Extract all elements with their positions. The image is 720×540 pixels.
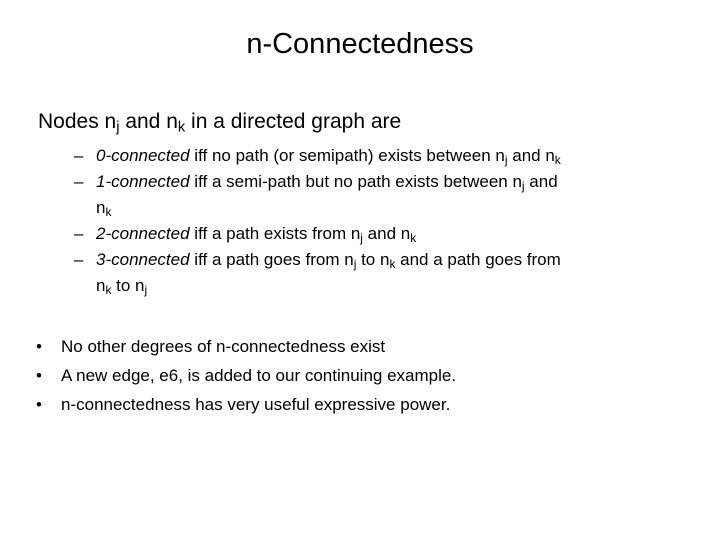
- bullet-item: [36, 332, 676, 361]
- definition-text: iff a semi-path but no path exists between n: [189, 172, 522, 191]
- dash-marker: –: [74, 250, 84, 269]
- subscript: k: [105, 204, 112, 219]
- slide-title: n-Connectedness: [246, 28, 474, 60]
- bullet-marker: •: [36, 366, 42, 385]
- definition-text: and n: [362, 224, 411, 243]
- definition-3-connected: [74, 247, 674, 299]
- dash-marker: –: [74, 146, 84, 165]
- definition-text: and: [524, 172, 558, 191]
- definition-text: n: [96, 198, 106, 217]
- definition-term: 0-connected: [96, 146, 190, 165]
- definition-0-connected: [74, 143, 674, 169]
- bullet-marker: •: [36, 337, 42, 356]
- definition-text: iff a path exists from n: [189, 224, 361, 243]
- definition-text: to n: [356, 250, 390, 269]
- definition-text: n: [96, 276, 106, 295]
- dash-marker: –: [74, 224, 84, 243]
- intro-middle: and n: [119, 110, 178, 133]
- bullet-text: No other degrees of n-connectedness exist: [61, 337, 386, 356]
- subscript: j: [360, 230, 363, 245]
- bullet-text: n-connectedness has very useful expressive power.: [61, 395, 451, 414]
- definition-text: and n: [507, 146, 555, 165]
- summary-bullets: [36, 332, 676, 419]
- bullet-marker: •: [36, 395, 42, 414]
- subscript: j: [504, 152, 508, 167]
- definition-2-connected: [74, 221, 674, 247]
- intro-suffix: in a directed graph are: [185, 110, 402, 133]
- definition-text: iff no path (or semipath) exists between n: [189, 146, 505, 165]
- intro-line: [38, 108, 401, 136]
- definition-term: 3-connected: [96, 250, 190, 269]
- connectedness-definitions: [74, 143, 674, 299]
- intro-prefix: Nodes n: [38, 110, 117, 133]
- definition-text: and a path goes from: [395, 250, 561, 269]
- subscript: j: [144, 282, 148, 297]
- bullet-item: [36, 361, 676, 390]
- definition-text: iff a path goes from n: [189, 250, 354, 269]
- intro-subscript-j: j: [116, 119, 120, 136]
- bullet-item: [36, 390, 676, 419]
- subscript: k: [410, 230, 417, 245]
- definition-1-connected: [74, 169, 674, 221]
- subscript: k: [554, 152, 561, 167]
- dash-marker: –: [74, 172, 84, 191]
- bullet-text: A new edge, e6, is added to our continuing example.: [61, 366, 457, 385]
- subscript: k: [105, 282, 112, 297]
- definition-term: 2-connected: [96, 224, 190, 243]
- subscript: k: [389, 256, 396, 271]
- subscript: j: [353, 256, 357, 271]
- definition-term: 1-connected: [96, 172, 190, 191]
- definition-text: to n: [111, 276, 145, 295]
- subscript: j: [521, 178, 525, 193]
- intro-subscript-k: k: [177, 119, 186, 136]
